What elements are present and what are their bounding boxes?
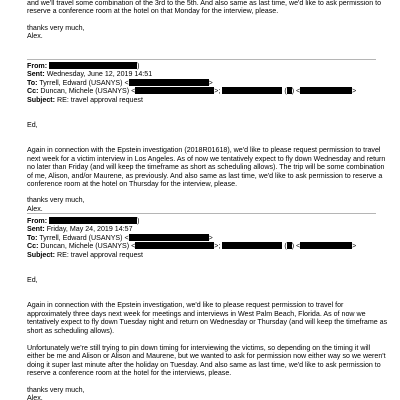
email-body: Again in connection with the Epstein investigation (2018R01618), we'd like to please request permission to travel next week for a victim interview in Los Angeles. As of now we tentatively expect to fly down Wednesday and return no later than Friday (and will keep the timeframe as short as scheduling allows). The trip will be some combination of me, Alison, and/or Maurene, as previously. And also same as last time, we'd like to ask permission to reserve a conference room at the hotel on Thursday for the interview, please.: [27, 146, 386, 189]
signature: Alex.: [27, 394, 43, 400]
from-row: From: ): [27, 62, 140, 70]
email-header-2: [27, 217, 389, 259]
subject-row: [27, 96, 389, 104]
email-message-2: [27, 217, 389, 400]
salutation: Ed,: [27, 276, 38, 285]
sent-row: [27, 70, 389, 78]
subject-row: [27, 251, 389, 259]
email-header-1: [27, 62, 389, 104]
previous-body-line-2: reserve a conference room at the hotel on that Monday for the interview, please.: [27, 7, 279, 16]
subject-value: RE: travel approval request: [56, 250, 143, 259]
to-value: Tyrrell, Edward (USANYS) <: [39, 78, 129, 87]
cc-row: Cc: Duncan, Michele (USANYS) < >; ( ) < >: [27, 87, 357, 96]
redaction-block: [135, 242, 214, 249]
sent-label: Sent:: [27, 70, 45, 79]
previous-message-tail: [27, 0, 389, 41]
previous-body-line-1: and we'll travel some combination of the 3rd to the 5th. And also same as last time, we'd like to ask permission to: [27, 0, 382, 7]
email-message-1: [27, 62, 389, 213]
email-body-paragraph-2: Unfortunately we're still trying to pin down timing for interviewing the victims, so depending on the timing it will either be me and Alison or Alison and Maurene, but we wanted to ask for permission now either way so we weren't doing it super last minute after the holiday on Tuesday. And also same as last time, we'd like to ask permission to reserve a conference room at the hotel for the interviews, please.: [27, 344, 386, 378]
subject-label: Subject:: [27, 95, 55, 104]
previous-closing: thanks very much,: [27, 23, 85, 32]
cc-value: Duncan, Michele (USANYS) <: [40, 87, 136, 96]
redaction-block: [129, 234, 209, 241]
redaction-block: [222, 87, 282, 94]
message-divider-1: [27, 59, 376, 60]
closing: thanks very much,: [27, 196, 85, 205]
previous-signature: Alex.: [27, 32, 43, 41]
cc-label: Cc:: [27, 87, 39, 96]
cc-value: Duncan, Michele (USANYS) <: [40, 242, 136, 251]
closing: thanks very much,: [27, 385, 85, 394]
message-divider-2: [27, 213, 376, 214]
redaction-block: [49, 62, 137, 69]
sent-row: [27, 225, 389, 233]
subject-label: Subject:: [27, 250, 55, 259]
to-label: To:: [27, 233, 38, 242]
to-value: Tyrrell, Edward (USANYS) <: [39, 233, 129, 242]
sent-label: Sent:: [27, 225, 45, 234]
redaction-block: [222, 242, 282, 249]
signature: Alex.: [27, 204, 43, 213]
redaction-block: [129, 79, 209, 86]
email-body-paragraph-1: Again in connection with the Epstein investigation, we'd like to please request permission to travel for approximately three days next week for meetings and interviews in West Palm Beach, Florida. As of now we tentatively expect to fly down Tuesday night and return on Wednesday or Thursday (and will keep the timeframe as short as scheduling allows).: [27, 301, 388, 335]
from-row: From: ): [27, 217, 140, 225]
cc-row: Cc: Duncan, Michele (USANYS) < >; ( ) < >: [27, 242, 357, 251]
sent-value: Wednesday, June 12, 2019 14:51: [46, 70, 153, 79]
to-row: To: Tyrrell, Edward (USANYS) < >: [27, 78, 213, 87]
from-label: From:: [27, 62, 48, 70]
subject-value: RE: travel approval request: [56, 95, 143, 104]
sign-off: [27, 196, 389, 213]
redaction-block: [300, 87, 352, 94]
sign-off: [27, 386, 389, 400]
from-label: From:: [27, 217, 48, 225]
redaction-block: [49, 217, 137, 224]
to-label: To:: [27, 78, 38, 87]
salutation: Ed,: [27, 121, 38, 130]
cc-label: Cc:: [27, 242, 39, 251]
redaction-block: [135, 87, 214, 94]
redaction-block: [300, 242, 352, 249]
sent-value: Friday, May 24, 2019 14:57: [46, 225, 133, 234]
to-row: To: Tyrrell, Edward (USANYS) < >: [27, 233, 213, 242]
